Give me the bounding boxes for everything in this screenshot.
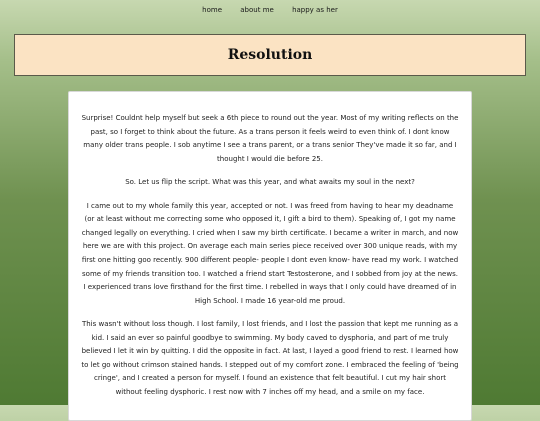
nav-link-about-me[interactable]: about me <box>240 6 274 14</box>
nav-link-happy-as-her[interactable]: happy as her <box>292 6 338 14</box>
page-title: Resolution <box>227 47 313 63</box>
article-paragraph-3: I came out to my whole family this year, accepted or not. I was freed from having to hear my deadname (or at least without me correcting some who opposed it, I gift a bird to them). Speaking of, I got my name changed legally on everything. I cried when I saw my birth certificate. I became a writer in march, and now here we are with this project. On average each main series piece received over 300 unique reads, with my first one hitting goo recently. 900 different people- people I dont even know- have read my work. I watched some of my friends transition too. I watched a friend start Testosterone, and I sobbed from joy at the news. I experienced trans love firsthand for the first time. I rebelled in ways that I only could have dreamed of in High School. I made 16 year-old me proud. <box>81 201 459 305</box>
top-nav <box>0 6 540 14</box>
nav-link-home[interactable]: home <box>202 6 223 14</box>
title-banner <box>14 34 526 76</box>
article-card <box>68 91 472 421</box>
article-paragraph-1: Surprise! Couldnt help myself but seek a 6th piece to round out the year. Most of my writing reflects on the past, so I forget to think about the future. As a trans person it feels weird to even think of. I dont know many older trans people. I sob anytime I see a trans parent, or a trans senior They've made it so far, and I thought I would die before 25. <box>81 114 459 163</box>
article-paragraph-4: This wasn't without loss though. I lost family, I lost friends, and I lost the passion that kept me running as a kid. I said an ever so painful goodbye to swimming. My body caved to dysphoria, and part of me truly believed I let it win by quitting. I did the opposite in fact. At last, I layed a good friend to rest. I learned how to let go without crimson stained hands. I stepped out of my comfort zone. I embraced the feeling of 'being cringe', and I created a person for myself. I found an existence that felt beautiful. I cut my hair short without feeling dysphoric. I rest now with 7 inches off my head, and a smile on my face. <box>81 320 459 397</box>
article-paragraph-2: So. Let us flip the script. What was this year, and what awaits my soul in the next? <box>125 178 415 187</box>
